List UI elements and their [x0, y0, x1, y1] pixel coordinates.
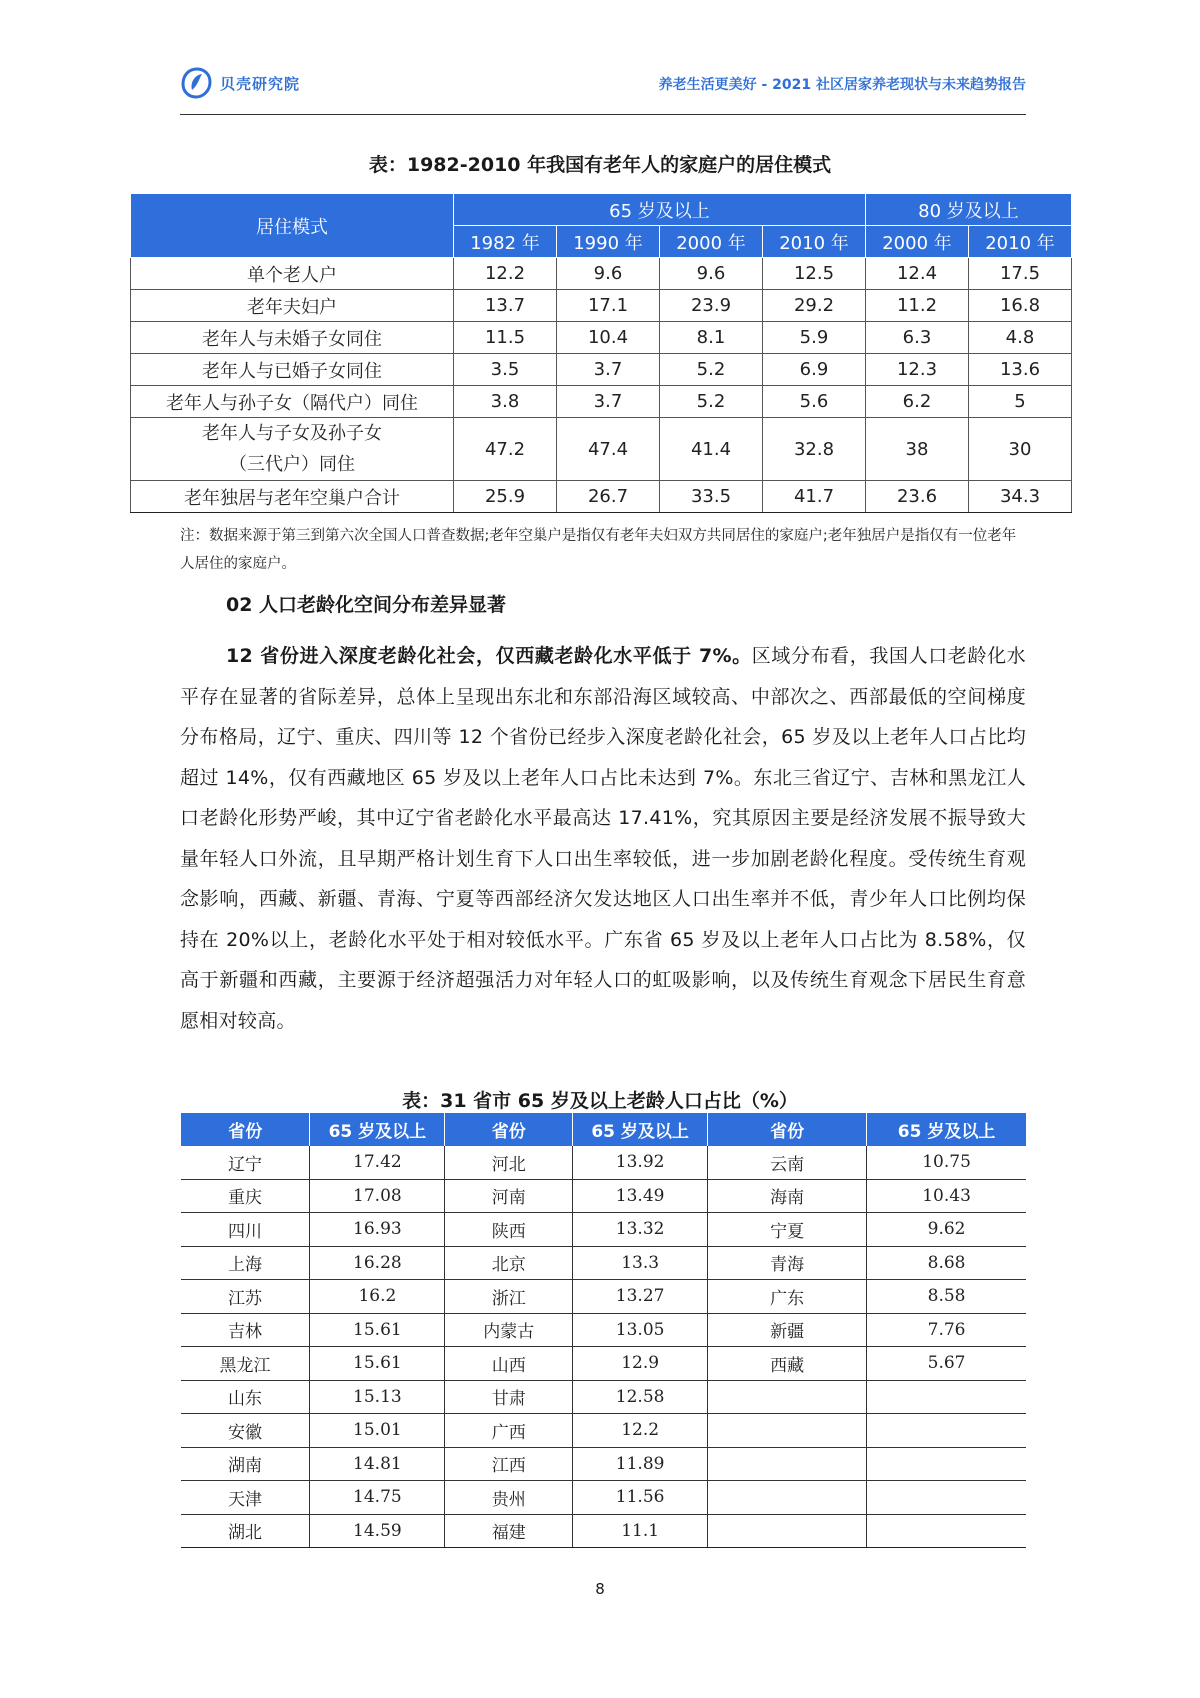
row-label: 老年独居与老年空巢户合计: [131, 481, 454, 513]
table-cell: 11.2: [866, 290, 969, 322]
province-cell: 吉林: [181, 1313, 310, 1347]
group-header-80: 80 岁及以上: [866, 194, 1072, 226]
page-header: [180, 62, 1026, 115]
table-row: [131, 258, 1072, 290]
table-row: [181, 1481, 1027, 1515]
ratio-cell: 15.61: [310, 1347, 445, 1381]
table-cell: 5.2: [660, 386, 763, 418]
province-cell: 湖南: [181, 1447, 310, 1481]
table-cell: 11.5: [454, 322, 557, 354]
ratio-cell: 11.56: [573, 1481, 708, 1515]
province-cell: 湖北: [181, 1514, 310, 1548]
page-number: 8: [595, 1580, 605, 1598]
province-cell: 四川: [181, 1213, 310, 1247]
table-cell: 12.5: [763, 258, 866, 290]
province-cell: 福建: [445, 1514, 573, 1548]
table-cell: 23.6: [866, 481, 969, 513]
province-cell: [708, 1414, 867, 1448]
year-header: 1990 年: [557, 226, 660, 258]
year-header: 1982 年: [454, 226, 557, 258]
ratio-cell: 11.1: [573, 1514, 708, 1548]
ratio-cell: 8.58: [867, 1280, 1026, 1314]
table-cell: 23.9: [660, 290, 763, 322]
province-cell: 青海: [708, 1246, 867, 1280]
province-cell: 黑龙江: [181, 1347, 310, 1381]
ratio-cell: 13.05: [573, 1313, 708, 1347]
ratio-cell: [867, 1514, 1026, 1548]
year-header: 2010 年: [969, 226, 1072, 258]
table-cell: 5: [969, 386, 1072, 418]
table-cell: 8.1: [660, 322, 763, 354]
year-header: 2000 年: [660, 226, 763, 258]
ratio-cell: 13.92: [573, 1146, 708, 1179]
table-cell: 3.7: [557, 354, 660, 386]
paragraph-body: 区域分布看，我国人口老龄化水平存在显著的省际差异，总体上呈现出东北和东部沿海区域较高、中部次之、西部最低的空间梯度分布格局，辽宁、重庆、四川等 12 个省份已经步入深度老龄化社会，65 岁及以上老年人口占比均超过 14%，仅有西藏地区 65 岁及以上老年人口占比未达到 7%。东北三省辽宁、吉林和黑龙江人口老龄化形势严峻，其中辽宁省老龄化水平最高达 17.41%，究其原因主要是经济发展不振导致大量年轻人口外流，且早期严格计划生育下人口出生率较低，进一步加剧老龄化程度。受传统生育观念影响，西藏、新疆、青海、宁夏等西部经济欠发达地区人口出生率并不低，青少年人口比例均保持在 20%以上，老龄化水平处于相对较低水平。广东省 65 岁及以上老年人口占比为 8.58%，仅高于新疆和西藏，主要源于经济超强活力对年轻人口的虹吸影响，以及传统生育观念下居民生育意愿相对较高。: [180, 645, 1026, 1032]
ratio-cell: 9.62: [867, 1213, 1026, 1247]
table-cell: 41.7: [763, 481, 866, 513]
province-aging-table: [180, 1113, 1026, 1548]
ratio-cell: 17.42: [310, 1146, 445, 1179]
table-row: [131, 386, 1072, 418]
table-cell: 30: [969, 418, 1072, 481]
table1-note: 注：数据来源于第三到第六次全国人口普查数据;老年空巢户是指仅有老年夫妇双方共同居住的家庭户;老年独居户是指仅有一位老年人居住的家庭户。: [180, 528, 1017, 572]
province-cell: 内蒙古: [445, 1313, 573, 1347]
province-cell: 广西: [445, 1414, 573, 1448]
year-header: 2000 年: [866, 226, 969, 258]
ratio-cell: 12.58: [573, 1380, 708, 1414]
table-cell: 34.3: [969, 481, 1072, 513]
ratio-cell: [867, 1481, 1026, 1515]
table-row: [181, 1280, 1027, 1314]
province-cell: 甘肃: [445, 1380, 573, 1414]
table-row: [181, 1347, 1027, 1381]
table-cell: 6.2: [866, 386, 969, 418]
table-cell: 26.7: [557, 481, 660, 513]
province-cell: 广东: [708, 1280, 867, 1314]
table-row: [131, 481, 1072, 513]
table1-caption: 表：1982-2010 年我国有老年人的家庭户的居住模式: [368, 154, 832, 176]
row-label: 老年人与已婚子女同住: [131, 354, 454, 386]
table-cell: 5.9: [763, 322, 866, 354]
table-cell: 13.6: [969, 354, 1072, 386]
col-header-pattern: 居住模式: [131, 194, 454, 258]
table-row: [131, 354, 1072, 386]
logo-text: 贝壳研究院: [220, 74, 301, 93]
table-row: [181, 1146, 1027, 1179]
ratio-cell: 16.93: [310, 1213, 445, 1247]
ratio-cell: 5.67: [867, 1347, 1026, 1381]
living-pattern-table: [130, 193, 1072, 513]
table-cell: 6.3: [866, 322, 969, 354]
table-row: [131, 418, 1072, 481]
province-cell: 山东: [181, 1380, 310, 1414]
table-cell: 9.6: [557, 258, 660, 290]
table-row: [181, 1414, 1027, 1448]
table-cell: 38: [866, 418, 969, 481]
ratio-cell: [867, 1380, 1026, 1414]
province-cell: 陕西: [445, 1213, 573, 1247]
report-title: 养老生活更美好 - 2021 社区居家养老现状与未来趋势报告: [658, 77, 1026, 93]
ratio-cell: 15.61: [310, 1313, 445, 1347]
ratio-cell: 13.32: [573, 1213, 708, 1247]
ratio-cell: 7.76: [867, 1313, 1026, 1347]
ratio-cell: 8.68: [867, 1246, 1026, 1280]
province-cell: 新疆: [708, 1313, 867, 1347]
row-label: 老年人与未婚子女同住: [131, 322, 454, 354]
table-cell: 17.5: [969, 258, 1072, 290]
province-cell: 浙江: [445, 1280, 573, 1314]
ratio-cell: [867, 1447, 1026, 1481]
ratio-cell: 13.49: [573, 1179, 708, 1213]
table-cell: 3.5: [454, 354, 557, 386]
table-cell: 3.7: [557, 386, 660, 418]
table-row: [181, 1447, 1027, 1481]
table2-caption: 表：31 省市 65 岁及以上老龄人口占比（%）: [402, 1090, 798, 1112]
ratio-cell: 12.2: [573, 1414, 708, 1448]
year-header: 2010 年: [763, 226, 866, 258]
ratio-cell: 10.43: [867, 1179, 1026, 1213]
table-cell: 3.8: [454, 386, 557, 418]
ratio-cell: 12.9: [573, 1347, 708, 1381]
table-cell: 41.4: [660, 418, 763, 481]
ratio-header: 65 岁及以上: [573, 1113, 708, 1146]
province-cell: 西藏: [708, 1347, 867, 1381]
ratio-cell: 17.08: [310, 1179, 445, 1213]
table-cell: 12.2: [454, 258, 557, 290]
province-cell: 安徽: [181, 1414, 310, 1448]
section-title: 02 人口老龄化空间分布差异显著: [226, 594, 507, 616]
province-cell: 河南: [445, 1179, 573, 1213]
table-row: [131, 290, 1072, 322]
ratio-header: 65 岁及以上: [310, 1113, 445, 1146]
table-cell: 12.3: [866, 354, 969, 386]
ratio-cell: 13.27: [573, 1280, 708, 1314]
table-cell: 32.8: [763, 418, 866, 481]
province-cell: [708, 1514, 867, 1548]
table-cell: 29.2: [763, 290, 866, 322]
province-cell: 辽宁: [181, 1146, 310, 1179]
section-paragraph: [180, 636, 1026, 1041]
logo: [180, 66, 300, 100]
ratio-cell: 14.59: [310, 1514, 445, 1548]
ratio-cell: [867, 1414, 1026, 1448]
table-row: [181, 1514, 1027, 1548]
table-row: [131, 322, 1072, 354]
table-cell: 5.2: [660, 354, 763, 386]
province-cell: 河北: [445, 1146, 573, 1179]
ratio-cell: 11.89: [573, 1447, 708, 1481]
table-cell: 16.8: [969, 290, 1072, 322]
row-label: 老年人与孙子女（隔代户）同住: [131, 386, 454, 418]
row-label: 老年夫妇户: [131, 290, 454, 322]
ratio-cell: 15.13: [310, 1380, 445, 1414]
group-header-65: 65 岁及以上: [454, 194, 866, 226]
province-cell: 宁夏: [708, 1213, 867, 1247]
table-cell: 6.9: [763, 354, 866, 386]
table-cell: 47.2: [454, 418, 557, 481]
province-header: 省份: [708, 1113, 867, 1146]
province-cell: 江西: [445, 1447, 573, 1481]
table-row: [181, 1380, 1027, 1414]
ratio-cell: 14.75: [310, 1481, 445, 1515]
province-cell: 北京: [445, 1246, 573, 1280]
province-header: 省份: [445, 1113, 573, 1146]
row-label: 单个老人户: [131, 258, 454, 290]
row-label: 老年人与子女及孙子女（三代户）同住: [131, 418, 454, 481]
province-cell: 上海: [181, 1246, 310, 1280]
table-cell: 13.7: [454, 290, 557, 322]
province-cell: 山西: [445, 1347, 573, 1381]
province-cell: 江苏: [181, 1280, 310, 1314]
table-cell: 10.4: [557, 322, 660, 354]
province-header: 省份: [181, 1113, 310, 1146]
table-row: [181, 1213, 1027, 1247]
province-cell: [708, 1481, 867, 1515]
table-row: [181, 1179, 1027, 1213]
ratio-cell: 10.75: [867, 1146, 1026, 1179]
table-cell: 4.8: [969, 322, 1072, 354]
province-cell: 云南: [708, 1146, 867, 1179]
province-cell: 重庆: [181, 1179, 310, 1213]
ratio-header: 65 岁及以上: [867, 1113, 1026, 1146]
province-cell: [708, 1447, 867, 1481]
province-cell: [708, 1380, 867, 1414]
province-cell: 海南: [708, 1179, 867, 1213]
table-cell: 17.1: [557, 290, 660, 322]
table-cell: 47.4: [557, 418, 660, 481]
table-cell: 9.6: [660, 258, 763, 290]
ratio-cell: 16.28: [310, 1246, 445, 1280]
table-cell: 12.4: [866, 258, 969, 290]
table-row: [181, 1246, 1027, 1280]
province-cell: 贵州: [445, 1481, 573, 1515]
ratio-cell: 13.3: [573, 1246, 708, 1280]
table-row: [181, 1313, 1027, 1347]
table-cell: 33.5: [660, 481, 763, 513]
table-cell: 25.9: [454, 481, 557, 513]
shell-logo-icon: [180, 66, 214, 100]
ratio-cell: 15.01: [310, 1414, 445, 1448]
ratio-cell: 16.2: [310, 1280, 445, 1314]
table-cell: 5.6: [763, 386, 866, 418]
ratio-cell: 14.81: [310, 1447, 445, 1481]
province-cell: 天津: [181, 1481, 310, 1515]
paragraph-lead: 12 省份进入深度老龄化社会，仅西藏老龄化水平低于 7%。: [226, 645, 752, 667]
